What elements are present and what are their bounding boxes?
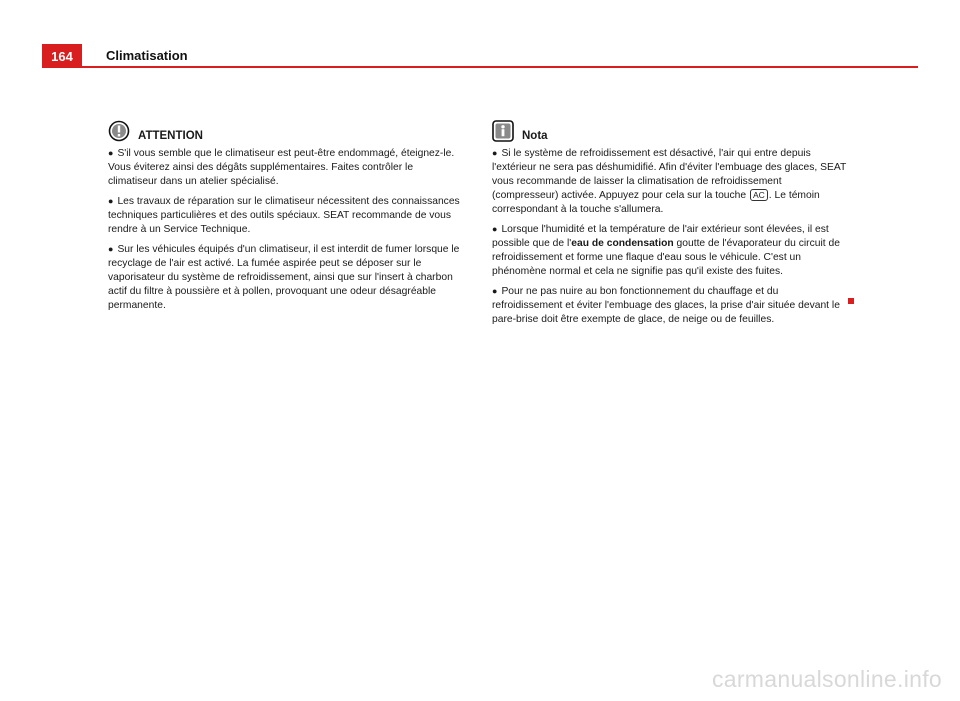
bullet-icon: ● — [108, 196, 114, 206]
page-title: Climatisation — [106, 48, 188, 63]
bullet-icon: ● — [492, 224, 498, 234]
list-item: ● Les travaux de réparation sur le climatiseur nécessitent des connaissances techniques particulières et des outils spéciaux. SEAT recommande de vous rendre à un Service Technique. — [108, 196, 460, 235]
page-header — [42, 44, 918, 68]
attention-title: ATTENTION — [138, 130, 203, 142]
bullet-icon: ● — [108, 244, 114, 254]
list-item: ● Lorsque l'humidité et la température de l'air extérieur sont élevées, il est possible que de l'eau de condensation goutte de l'évaporateur du circuit de refroidissement et forme une flaque d'eau sous le véhicule. C'est un phénomène normal et cela ne signifie pas qu'il existe des fuites. — [492, 224, 840, 277]
info-icon — [492, 120, 514, 142]
list-item: ● Pour ne pas nuire au bon fonctionnement du chauffage et du refroidissement et éviter l'embuage des glaces, la prise d'air située devant le pare-brise doit être exempte de glace, de neige ou de feuilles. — [492, 286, 840, 325]
bullet-icon: ● — [492, 148, 498, 158]
nota-list — [492, 146, 848, 327]
exclamation-circle-icon — [108, 120, 130, 142]
list-item: ● Si le système de refroidissement est désactivé, l'air qui entre depuis l'extérieur ne sera pas déshumidifié. Afin d'éviter l'embuage des glaces, SEAT vous recommande de laisser la climatisation de refroidissement (compresseur) activée. Appuyez pour cela sur la touche AC . Le témoin correspondant à la touche s'allumera. — [492, 148, 847, 215]
header-rule — [42, 66, 918, 68]
attention-list — [108, 146, 464, 313]
nota-header — [492, 118, 848, 142]
watermark: carmanualsonline.info — [711, 666, 942, 692]
condensation-term: eau de condensation — [571, 238, 674, 249]
section-end-marker — [848, 298, 854, 304]
bullet-icon: ● — [108, 148, 114, 158]
ac-key: AC — [750, 189, 768, 201]
attention-box — [108, 118, 464, 318]
nota-box — [492, 118, 848, 332]
list-item: ● Sur les véhicules équipés d'un climatiseur, il est interdit de fumer lorsque le recyclage de l'air est activé. La fumée aspirée peut se déposer sur le vaporisateur du système de refroidissement, ainsi que sur l'insert à charbon actif du filtre à poussière et à pollen, provoquant une odeur désagréable permanente. — [108, 244, 460, 311]
bullet-icon: ● — [492, 286, 498, 296]
page-number: 164 — [42, 44, 82, 66]
attention-header — [108, 118, 464, 142]
list-item: ● S'il vous semble que le climatiseur est peut-être endommagé, éteignez-le. Vous éviterez ainsi des dégâts supplémentaires. Faites contrôler le climatiseur dans un atelier spécialisé. — [108, 148, 455, 187]
nota-title: Nota — [522, 130, 548, 142]
